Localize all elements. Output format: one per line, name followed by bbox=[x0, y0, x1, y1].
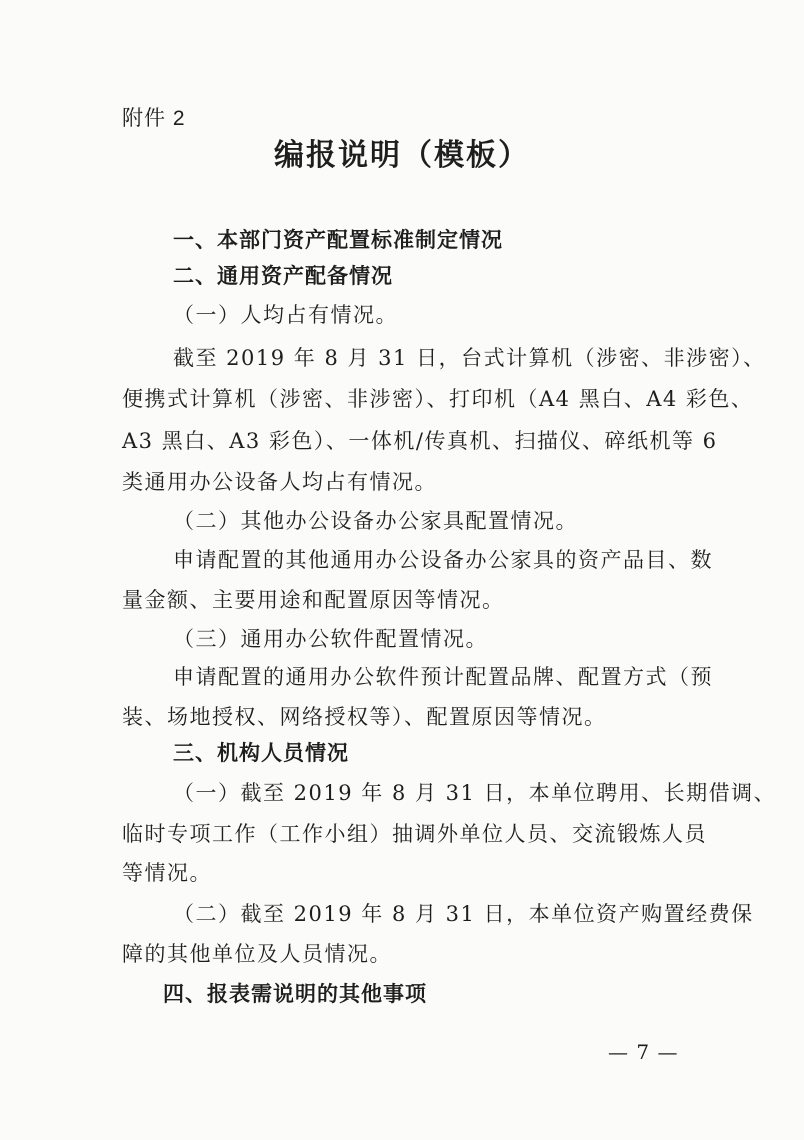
paragraph-line: 申请配置的通用办公软件预计配置品牌、配置方式（预 bbox=[173, 665, 713, 689]
page-number: — 7 — bbox=[608, 1040, 679, 1064]
paragraph-line: 申请配置的其他通用办公设备办公家具的资产品目、数 bbox=[173, 548, 713, 572]
subsection-heading-2-2: （二）其他办公设备办公家具配置情况。 bbox=[173, 509, 578, 533]
section-heading-2: 二、通用资产配备情况 bbox=[173, 264, 393, 288]
paragraph-line: 障的其他单位及人员情况。 bbox=[122, 942, 392, 966]
paragraph-line: （二）截至 2019 年 8 月 31 日，本单位资产购置经费保 bbox=[173, 902, 754, 926]
paragraph-line: 截至 2019 年 8 月 31 日，台式计算机（涉密、非涉密）、 bbox=[173, 346, 766, 370]
section-heading-4: 四、报表需说明的其他事项 bbox=[163, 982, 427, 1006]
paragraph-line: 类通用办公设备人均占有情况。 bbox=[122, 470, 437, 494]
subsection-heading-2-1: （一）人均占有情况。 bbox=[173, 303, 398, 327]
paragraph-line: 等情况。 bbox=[122, 861, 212, 885]
section-heading-1: 一、本部门资产配置标准制定情况 bbox=[173, 228, 503, 252]
subsection-heading-2-3: （三）通用办公软件配置情况。 bbox=[173, 627, 488, 651]
paragraph-line: 装、场地授权、网络授权等）、配置原因等情况。 bbox=[122, 705, 607, 729]
paragraph-line: 临时专项工作（工作小组）抽调外单位人员、交流锻炼人员 bbox=[122, 822, 707, 846]
document-title: 编报说明（模板） bbox=[274, 138, 530, 173]
paragraph-line: 便携式计算机（涉密、非涉密）、打印机（A4 黑白、A4 彩色、 bbox=[122, 387, 754, 411]
paragraph-line: 量金额、主要用途和配置原因等情况。 bbox=[122, 588, 505, 612]
attachment-label: 附件 2 bbox=[122, 107, 186, 130]
paragraph-line: （一）截至 2019 年 8 月 31 日，本单位聘用、长期借调、 bbox=[173, 781, 777, 805]
section-heading-3: 三、机构人员情况 bbox=[173, 741, 349, 765]
paragraph-line: A3 黑白、A3 彩色）、一体机/传真机、扫描仪、碎纸机等 6 bbox=[122, 429, 718, 453]
